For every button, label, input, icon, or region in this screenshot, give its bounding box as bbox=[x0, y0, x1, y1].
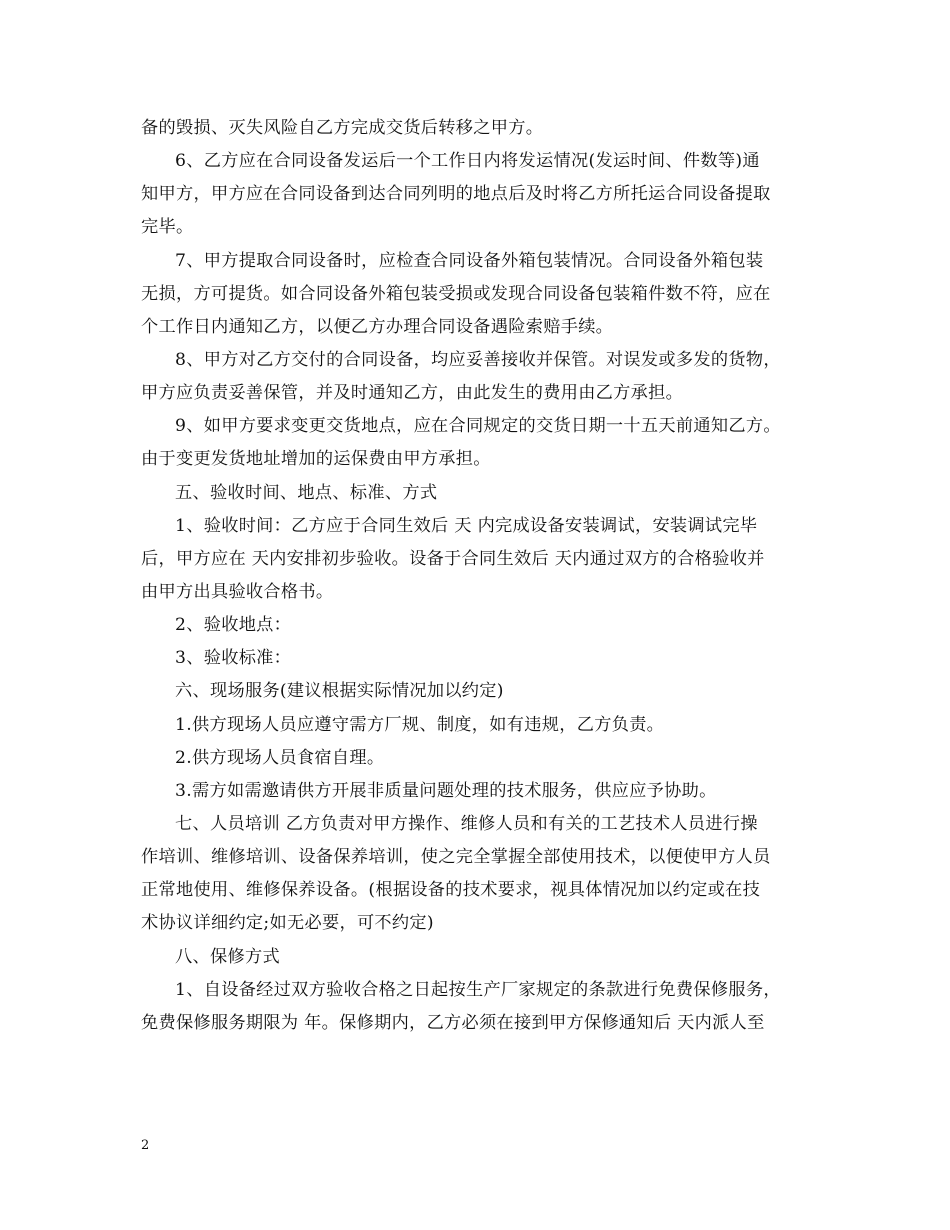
text-line: 2、验收地点： bbox=[175, 615, 292, 636]
text-line: 3.需方如需邀请供方开展非质量问题处理的技术服务，供应应予协助。 bbox=[175, 780, 717, 801]
text-line: 七、人员培训 乙方负责对甲方操作、维修人员和有关的工艺技术人员进行操 bbox=[175, 813, 758, 834]
text-line: 1、验收时间：乙方应于合同生效后 天 内完成设备安装调试，安装调试完毕 bbox=[175, 515, 758, 536]
text-line: 8、甲方对乙方交付的合同设备，均应妥善接收并保管。对误发或多发的货物， bbox=[175, 349, 781, 370]
text-line: 2.供方现场人员食宿自理。 bbox=[175, 747, 385, 768]
text-line: 9、如甲方要求变更交货地点，应在合同规定的交货日期一十五天前通知乙方。 bbox=[175, 416, 781, 437]
document-body bbox=[141, 112, 817, 1040]
text-line: 由甲方出具验收合格书。 bbox=[141, 581, 334, 602]
text-line: 免费保修服务期限为 年。保修期内，乙方必须在接到甲方保修通知后 天内派人至 bbox=[141, 1012, 765, 1033]
text-line: 正常地使用、维修保养设备。(根据设备的技术要求，视具体情况加以约定或在技 bbox=[141, 880, 761, 901]
text-line: 无损，方可提货。如合同设备外箱包装受损或发现合同设备包装箱件数不符，应在 bbox=[141, 283, 771, 304]
text-line: 术协议详细约定;如无必要，可不约定) bbox=[141, 913, 434, 934]
text-line: 1.供方现场人员应遵守需方厂规、制度，如有违规，乙方负责。 bbox=[175, 714, 665, 735]
text-line: 完毕。 bbox=[141, 217, 194, 238]
text-line: 6、乙方应在合同设备发运后一个工作日内将发运情况(发运时间、件数等)通 bbox=[175, 151, 760, 172]
text-line: 备的毁损、灭失风险自乙方完成交货后转移之甲方。 bbox=[141, 118, 544, 138]
text-line: 由于变更发货地址增加的运保费由甲方承担。 bbox=[141, 449, 491, 470]
text-line: 7、甲方提取合同设备时，应检查合同设备外箱包装情况。合同设备外箱包装 bbox=[175, 250, 764, 271]
text-line: 个工作日内通知乙方，以便乙方办理合同设备遇险索赔手续。 bbox=[141, 316, 614, 337]
text-line: 甲方应负责妥善保管，并及时通知乙方，由此发生的费用由乙方承担。 bbox=[141, 383, 684, 404]
text-line: 六、现场服务(建议根据实际情况加以约定) bbox=[175, 681, 504, 702]
text-line: 作培训、维修培训、设备保养培训，使之完全掌握全部使用技术，以便使甲方人员 bbox=[141, 847, 771, 868]
text-line: 知甲方，甲方应在合同设备到达合同列明的地点后及时将乙方所托运合同设备提取 bbox=[141, 184, 771, 205]
text-line: 八、保修方式 bbox=[175, 946, 280, 967]
text-line: 3、验收标准： bbox=[175, 648, 292, 669]
text-line: 后，甲方应在 天内安排初步验收。设备于合同生效后 天内通过双方的合格验收并 bbox=[141, 548, 765, 569]
text-line: 五、验收时间、地点、标准、方式 bbox=[175, 482, 438, 503]
text-line: 1、自设备经过双方验收合格之日起按生产厂家规定的条款进行免费保修服务， bbox=[175, 979, 781, 1000]
page-number: 2 bbox=[141, 1138, 150, 1153]
